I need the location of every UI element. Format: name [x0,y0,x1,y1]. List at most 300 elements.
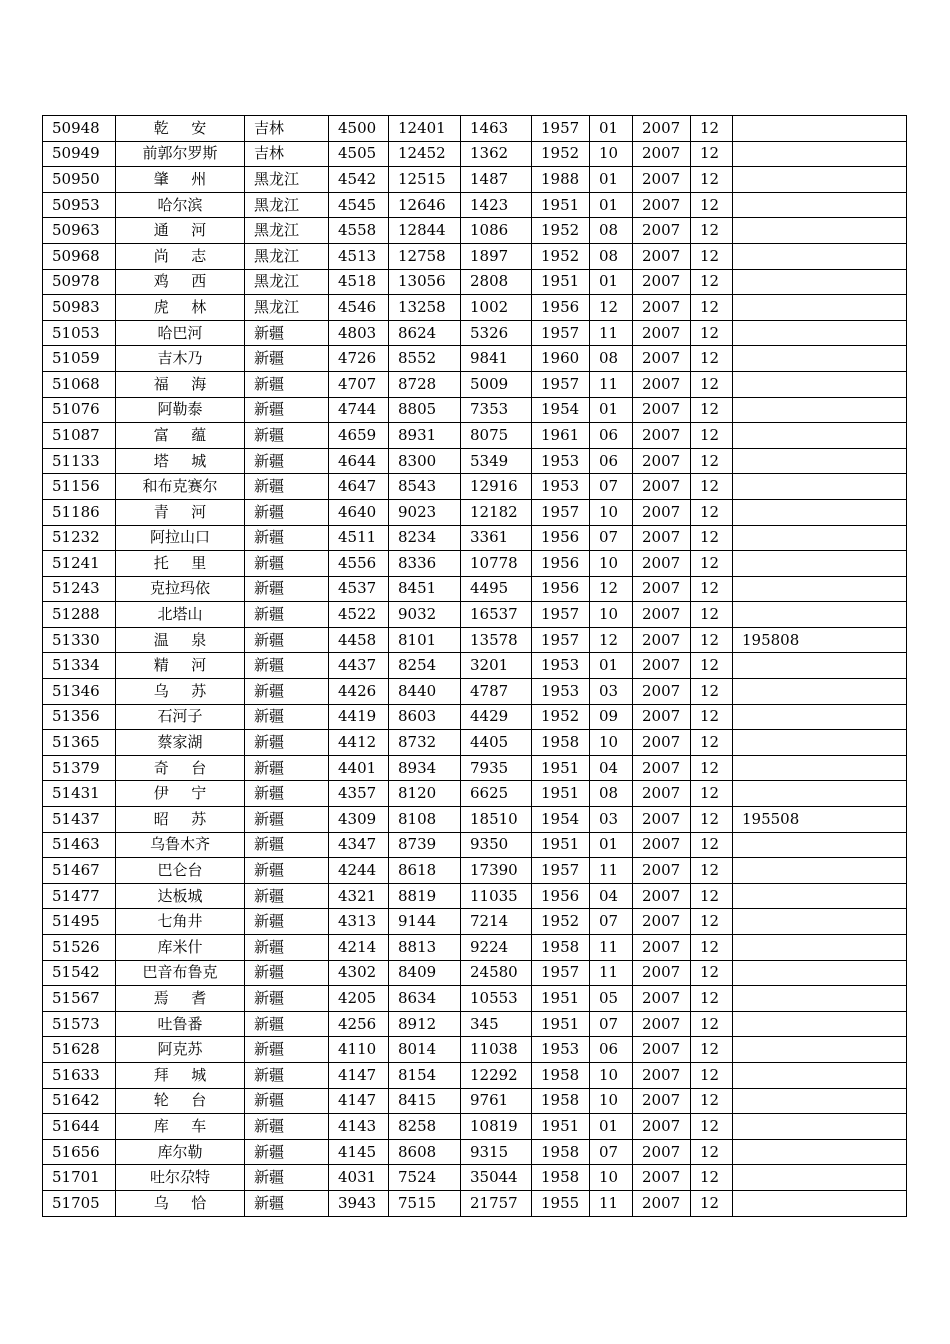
latitude-cell: 4803 [329,320,389,346]
longitude-cell: 8543 [389,474,461,500]
station-id-cell: 51633 [43,1062,116,1088]
station-name-cell: 伊 宁 [116,781,245,807]
start-month-cell: 08 [590,218,633,244]
note-cell: 195508 [733,807,907,833]
note-cell [733,218,907,244]
start-year-cell: 1952 [532,704,590,730]
end-year-cell: 2007 [633,295,691,321]
end-year-cell: 2007 [633,1190,691,1216]
station-name-cell: 克拉玛依 [116,576,245,602]
end-year-cell: 2007 [633,167,691,193]
latitude-cell: 4500 [329,116,389,142]
note-cell [733,474,907,500]
longitude-cell: 12515 [389,167,461,193]
station-id-cell: 50968 [43,243,116,269]
table-row [43,704,907,730]
end-month-cell: 12 [691,935,733,961]
end-month-cell: 12 [691,167,733,193]
end-year-cell: 2007 [633,423,691,449]
latitude-cell: 4726 [329,346,389,372]
station-id-cell: 51133 [43,448,116,474]
elevation-cell: 5349 [461,448,532,474]
station-name-cell: 库米什 [116,935,245,961]
station-id-cell: 51243 [43,576,116,602]
note-cell [733,141,907,167]
table-row [43,243,907,269]
end-year-cell: 2007 [633,935,691,961]
station-table [42,115,907,1217]
end-month-cell: 12 [691,883,733,909]
province-cell: 新疆 [245,320,329,346]
station-name-cell: 乌 恰 [116,1190,245,1216]
province-cell: 新疆 [245,986,329,1012]
start-year-cell: 1952 [532,243,590,269]
station-name-cell: 富 蕴 [116,423,245,449]
province-cell: 吉林 [245,116,329,142]
longitude-cell: 13258 [389,295,461,321]
end-month-cell: 12 [691,320,733,346]
station-name-cell: 七角井 [116,909,245,935]
elevation-cell: 18510 [461,807,532,833]
province-cell: 新疆 [245,679,329,705]
end-month-cell: 12 [691,730,733,756]
start-year-cell: 1956 [532,525,590,551]
station-name-cell: 吉木乃 [116,346,245,372]
longitude-cell: 8618 [389,858,461,884]
station-id-cell: 51542 [43,960,116,986]
station-id-cell: 51628 [43,1037,116,1063]
note-cell [733,704,907,730]
table-row [43,551,907,577]
latitude-cell: 4647 [329,474,389,500]
elevation-cell: 11038 [461,1037,532,1063]
station-id-cell: 51642 [43,1088,116,1114]
table-row [43,1011,907,1037]
elevation-cell: 1002 [461,295,532,321]
station-id-cell: 51477 [43,883,116,909]
note-cell [733,192,907,218]
latitude-cell: 4518 [329,269,389,295]
longitude-cell: 9032 [389,602,461,628]
note-cell [733,1062,907,1088]
elevation-cell: 7935 [461,755,532,781]
start-month-cell: 06 [590,423,633,449]
start-year-cell: 1958 [532,730,590,756]
note-cell [733,423,907,449]
table-row [43,295,907,321]
station-id-cell: 51431 [43,781,116,807]
elevation-cell: 3201 [461,653,532,679]
elevation-cell: 12292 [461,1062,532,1088]
elevation-cell: 16537 [461,602,532,628]
note-cell [733,1037,907,1063]
longitude-cell: 8739 [389,832,461,858]
end-month-cell: 12 [691,1139,733,1165]
start-month-cell: 08 [590,781,633,807]
latitude-cell: 4205 [329,986,389,1012]
longitude-cell: 8440 [389,679,461,705]
longitude-cell: 8634 [389,986,461,1012]
station-id-cell: 51463 [43,832,116,858]
station-name-cell: 前郭尔罗斯 [116,141,245,167]
station-name-cell: 尚 志 [116,243,245,269]
station-name-cell: 乌 苏 [116,679,245,705]
start-year-cell: 1956 [532,576,590,602]
end-year-cell: 2007 [633,1165,691,1191]
table-row [43,986,907,1012]
province-cell: 新疆 [245,346,329,372]
station-id-cell: 51053 [43,320,116,346]
longitude-cell: 8819 [389,883,461,909]
note-cell [733,602,907,628]
table-row [43,116,907,142]
longitude-cell: 8608 [389,1139,461,1165]
end-year-cell: 2007 [633,1088,691,1114]
table-row [43,653,907,679]
latitude-cell: 4357 [329,781,389,807]
start-month-cell: 08 [590,346,633,372]
station-id-cell: 51068 [43,371,116,397]
end-month-cell: 12 [691,781,733,807]
end-year-cell: 2007 [633,576,691,602]
start-month-cell: 10 [590,551,633,577]
table-row [43,807,907,833]
note-cell [733,935,907,961]
start-year-cell: 1955 [532,1190,590,1216]
elevation-cell: 6625 [461,781,532,807]
province-cell: 黑龙江 [245,243,329,269]
elevation-cell: 7353 [461,397,532,423]
longitude-cell: 8120 [389,781,461,807]
station-id-cell: 51241 [43,551,116,577]
table-row [43,1114,907,1140]
start-month-cell: 12 [590,627,633,653]
station-name-cell: 鸡 西 [116,269,245,295]
longitude-cell: 13056 [389,269,461,295]
station-id-cell: 51701 [43,1165,116,1191]
table-row [43,832,907,858]
start-month-cell: 01 [590,192,633,218]
latitude-cell: 4426 [329,679,389,705]
station-id-cell: 51567 [43,986,116,1012]
latitude-cell: 4558 [329,218,389,244]
station-name-cell: 巴仑台 [116,858,245,884]
start-month-cell: 11 [590,960,633,986]
elevation-cell: 5009 [461,371,532,397]
start-month-cell: 10 [590,1165,633,1191]
station-name-cell: 北塔山 [116,602,245,628]
longitude-cell: 8254 [389,653,461,679]
table-row [43,218,907,244]
station-name-cell: 托 里 [116,551,245,577]
end-year-cell: 2007 [633,807,691,833]
longitude-cell: 8813 [389,935,461,961]
station-name-cell: 乌鲁木齐 [116,832,245,858]
station-id-cell: 51573 [43,1011,116,1037]
start-year-cell: 1958 [532,1139,590,1165]
elevation-cell: 1423 [461,192,532,218]
station-name-cell: 温 泉 [116,627,245,653]
table-row [43,499,907,525]
longitude-cell: 8451 [389,576,461,602]
latitude-cell: 4412 [329,730,389,756]
latitude-cell: 4644 [329,448,389,474]
start-month-cell: 01 [590,116,633,142]
longitude-cell: 8234 [389,525,461,551]
longitude-cell: 8732 [389,730,461,756]
station-id-cell: 51156 [43,474,116,500]
latitude-cell: 4556 [329,551,389,577]
elevation-cell: 2808 [461,269,532,295]
station-name-cell: 吐鲁番 [116,1011,245,1037]
start-month-cell: 04 [590,883,633,909]
table-row [43,448,907,474]
longitude-cell: 8336 [389,551,461,577]
station-id-cell: 51437 [43,807,116,833]
note-cell [733,243,907,269]
longitude-cell: 8154 [389,1062,461,1088]
note-cell [733,448,907,474]
start-month-cell: 07 [590,525,633,551]
end-month-cell: 12 [691,397,733,423]
start-month-cell: 07 [590,1139,633,1165]
station-id-cell: 51059 [43,346,116,372]
station-name-cell: 石河子 [116,704,245,730]
table-body [43,116,907,1217]
province-cell: 黑龙江 [245,167,329,193]
station-name-cell: 拜 城 [116,1062,245,1088]
longitude-cell: 7515 [389,1190,461,1216]
elevation-cell: 4429 [461,704,532,730]
province-cell: 新疆 [245,1037,329,1063]
province-cell: 新疆 [245,1114,329,1140]
start-month-cell: 10 [590,141,633,167]
table-row [43,525,907,551]
station-name-cell: 通 河 [116,218,245,244]
station-id-cell: 51467 [43,858,116,884]
table-row [43,883,907,909]
longitude-cell: 8101 [389,627,461,653]
station-name-cell: 乾 安 [116,116,245,142]
note-cell [733,499,907,525]
station-name-cell: 塔 城 [116,448,245,474]
start-year-cell: 1951 [532,832,590,858]
province-cell: 新疆 [245,371,329,397]
start-month-cell: 01 [590,167,633,193]
longitude-cell: 12452 [389,141,461,167]
station-id-cell: 51356 [43,704,116,730]
start-year-cell: 1952 [532,218,590,244]
station-id-cell: 51330 [43,627,116,653]
note-cell [733,576,907,602]
table-row [43,960,907,986]
station-name-cell: 昭 苏 [116,807,245,833]
province-cell: 新疆 [245,1165,329,1191]
start-year-cell: 1954 [532,397,590,423]
start-year-cell: 1953 [532,679,590,705]
latitude-cell: 4143 [329,1114,389,1140]
end-month-cell: 12 [691,423,733,449]
end-month-cell: 12 [691,1190,733,1216]
note-cell [733,1088,907,1114]
start-month-cell: 12 [590,576,633,602]
start-month-cell: 01 [590,1114,633,1140]
end-month-cell: 12 [691,474,733,500]
end-month-cell: 12 [691,525,733,551]
table-row [43,474,907,500]
start-month-cell: 01 [590,653,633,679]
province-cell: 新疆 [245,883,329,909]
elevation-cell: 17390 [461,858,532,884]
start-year-cell: 1951 [532,986,590,1012]
elevation-cell: 10778 [461,551,532,577]
province-cell: 新疆 [245,627,329,653]
end-month-cell: 12 [691,1011,733,1037]
station-name-cell: 福 海 [116,371,245,397]
start-month-cell: 01 [590,397,633,423]
latitude-cell: 4145 [329,1139,389,1165]
station-id-cell: 51346 [43,679,116,705]
table-row [43,679,907,705]
province-cell: 新疆 [245,807,329,833]
latitude-cell: 4458 [329,627,389,653]
start-month-cell: 04 [590,755,633,781]
start-year-cell: 1952 [532,141,590,167]
province-cell: 新疆 [245,576,329,602]
note-cell [733,781,907,807]
province-cell: 新疆 [245,423,329,449]
latitude-cell: 4522 [329,602,389,628]
start-month-cell: 10 [590,602,633,628]
end-year-cell: 2007 [633,602,691,628]
end-year-cell: 2007 [633,653,691,679]
elevation-cell: 4405 [461,730,532,756]
station-id-cell: 51495 [43,909,116,935]
province-cell: 黑龙江 [245,218,329,244]
latitude-cell: 4513 [329,243,389,269]
note-cell [733,269,907,295]
station-name-cell: 虎 林 [116,295,245,321]
note-cell [733,320,907,346]
latitude-cell: 4640 [329,499,389,525]
longitude-cell: 12758 [389,243,461,269]
start-year-cell: 1957 [532,627,590,653]
start-month-cell: 03 [590,807,633,833]
station-name-cell: 库 车 [116,1114,245,1140]
end-year-cell: 2007 [633,1062,691,1088]
longitude-cell: 8258 [389,1114,461,1140]
end-month-cell: 12 [691,807,733,833]
start-month-cell: 10 [590,730,633,756]
start-year-cell: 1958 [532,1062,590,1088]
start-year-cell: 1957 [532,116,590,142]
start-year-cell: 1951 [532,1114,590,1140]
end-year-cell: 2007 [633,371,691,397]
province-cell: 新疆 [245,935,329,961]
latitude-cell: 4302 [329,960,389,986]
elevation-cell: 1086 [461,218,532,244]
longitude-cell: 12401 [389,116,461,142]
end-month-cell: 12 [691,116,733,142]
elevation-cell: 12182 [461,499,532,525]
province-cell: 吉林 [245,141,329,167]
station-name-cell: 阿拉山口 [116,525,245,551]
station-name-cell: 蔡家湖 [116,730,245,756]
table-row [43,167,907,193]
note-cell [733,730,907,756]
station-name-cell: 肇 州 [116,167,245,193]
longitude-cell: 8108 [389,807,461,833]
end-year-cell: 2007 [633,1037,691,1063]
longitude-cell: 8552 [389,346,461,372]
table-row [43,1088,907,1114]
note-cell: 195808 [733,627,907,653]
end-month-cell: 12 [691,755,733,781]
note-cell [733,525,907,551]
elevation-cell: 21757 [461,1190,532,1216]
longitude-cell: 8805 [389,397,461,423]
note-cell [733,1190,907,1216]
province-cell: 黑龙江 [245,269,329,295]
province-cell: 新疆 [245,1011,329,1037]
elevation-cell: 24580 [461,960,532,986]
longitude-cell: 8409 [389,960,461,986]
station-name-cell: 轮 台 [116,1088,245,1114]
end-year-cell: 2007 [633,1114,691,1140]
longitude-cell: 9144 [389,909,461,935]
province-cell: 新疆 [245,730,329,756]
latitude-cell: 4031 [329,1165,389,1191]
start-year-cell: 1953 [532,474,590,500]
longitude-cell: 9023 [389,499,461,525]
elevation-cell: 13578 [461,627,532,653]
start-year-cell: 1988 [532,167,590,193]
latitude-cell: 4542 [329,167,389,193]
end-year-cell: 2007 [633,679,691,705]
start-month-cell: 10 [590,499,633,525]
station-id-cell: 51076 [43,397,116,423]
station-name-cell: 哈巴河 [116,320,245,346]
end-month-cell: 12 [691,858,733,884]
end-month-cell: 12 [691,141,733,167]
latitude-cell: 4707 [329,371,389,397]
start-month-cell: 10 [590,1088,633,1114]
table-row [43,627,907,653]
station-id-cell: 51705 [43,1190,116,1216]
latitude-cell: 4321 [329,883,389,909]
station-id-cell: 51526 [43,935,116,961]
province-cell: 新疆 [245,704,329,730]
start-year-cell: 1951 [532,755,590,781]
start-year-cell: 1957 [532,602,590,628]
end-year-cell: 2007 [633,858,691,884]
elevation-cell: 5326 [461,320,532,346]
end-month-cell: 12 [691,960,733,986]
start-month-cell: 01 [590,269,633,295]
start-year-cell: 1954 [532,807,590,833]
province-cell: 新疆 [245,909,329,935]
end-year-cell: 2007 [633,448,691,474]
province-cell: 新疆 [245,755,329,781]
latitude-cell: 4744 [329,397,389,423]
latitude-cell: 4659 [329,423,389,449]
note-cell [733,551,907,577]
province-cell: 新疆 [245,1139,329,1165]
start-year-cell: 1957 [532,371,590,397]
start-month-cell: 07 [590,474,633,500]
note-cell [733,397,907,423]
table-row [43,858,907,884]
